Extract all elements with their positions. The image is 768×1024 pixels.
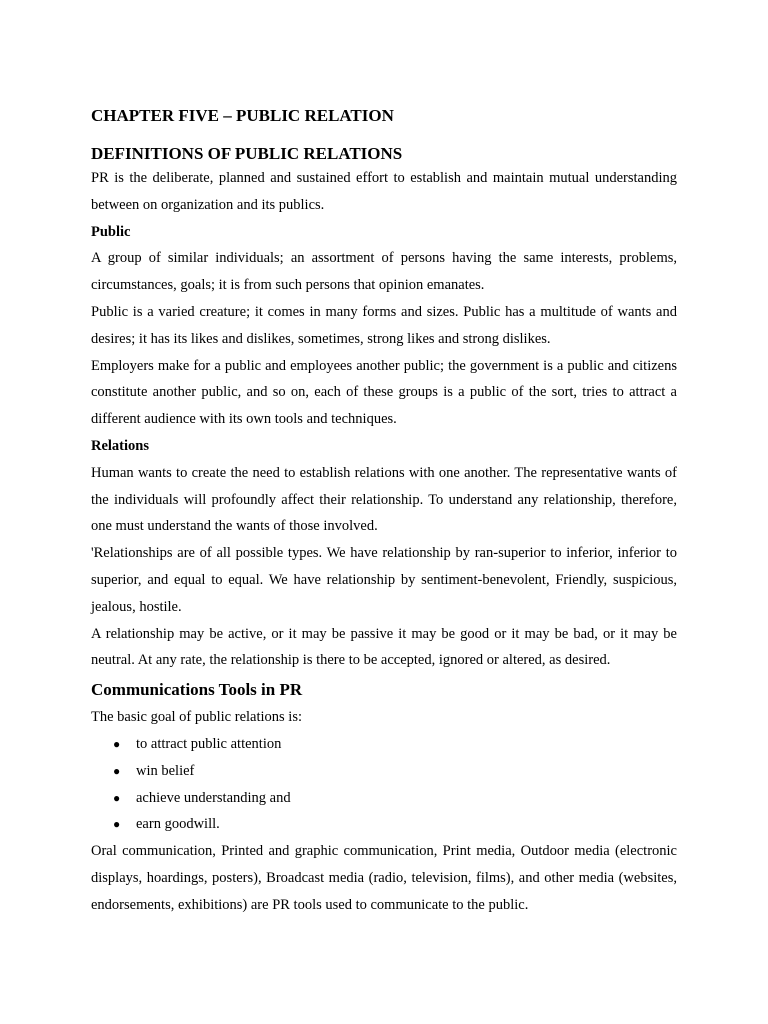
- pr-definition-paragraph: PR is the deliberate, planned and sustained effort to establish and maintain mutual understanding between on organization and its publics.: [91, 170, 677, 213]
- list-item: [91, 758, 677, 785]
- public-paragraph: A group of similar individuals; an assortment of persons having the same interests, problems, circumstances, goals; it is from such persons that opinion emanates.: [91, 250, 677, 294]
- communications-heading: Communications Tools in PR: [91, 680, 303, 700]
- definitions-heading: DEFINITIONS OF PUBLIC RELATIONS: [91, 144, 403, 163]
- relations-paragraph: 'Relationships are of all possible types. We have relationship by ran-superior to inferior, inferior to superior, and equal to equal. We have relationship by sentiment-benevolent, Friendly, suspicious, jealous, hostile.: [91, 545, 677, 615]
- relations-paragraph: Human wants to create the need to establish relations with one another. The representative wants of the individuals will profoundly affect their relationship. To understand any relationship, therefore, one must understand the wants of those involved.: [91, 464, 677, 535]
- public-paragraph: Employers make for a public and employees another public; the government is a public and citizens constitute another public, and so on, each of these groups is a public of the sort, tries to attract a different audience with its own tools and techniques.: [91, 357, 677, 428]
- list-item-text: achieve understanding and: [136, 789, 291, 806]
- chapter-title: CHAPTER FIVE – PUBLIC RELATION: [91, 106, 394, 125]
- relations-paragraph: A relationship may be active, or it may be passive it may be good or it may be bad, or it may be neutral. At any rate, the relationship is there to be accepted, ignored or altered, as desired.: [91, 625, 677, 669]
- list-item: [91, 731, 677, 758]
- communications-intro: The basic goal of public relations is:: [91, 709, 303, 726]
- list-item: [91, 785, 677, 812]
- public-paragraph: Public is a varied creature; it comes in many forms and sizes. Public has a multitude of wants and desires; it has its likes and dislikes, sometimes, strong likes and strong dislikes.: [91, 303, 677, 347]
- bullet-icon: ●: [113, 763, 121, 778]
- goals-list: [91, 731, 677, 838]
- bullet-icon: ●: [113, 817, 121, 832]
- list-item-text: to attract public attention: [136, 735, 282, 752]
- bullet-icon: ●: [113, 790, 121, 805]
- communications-closing-paragraph: Oral communication, Printed and graphic communication, Print media, Outdoor media (electronic displays, hoardings, posters), Broadcast media (radio, television, films), and other media (websites, endorsements, exhibitions) are PR tools used to communicate to the public.: [91, 843, 677, 913]
- list-item: [91, 811, 677, 838]
- list-item-text: win belief: [136, 762, 195, 779]
- public-subheading: Public: [91, 223, 131, 240]
- relations-subheading: Relations: [91, 437, 149, 454]
- list-item-text: earn goodwill.: [136, 816, 220, 833]
- document-body: [91, 105, 677, 919]
- bullet-icon: ●: [113, 736, 121, 751]
